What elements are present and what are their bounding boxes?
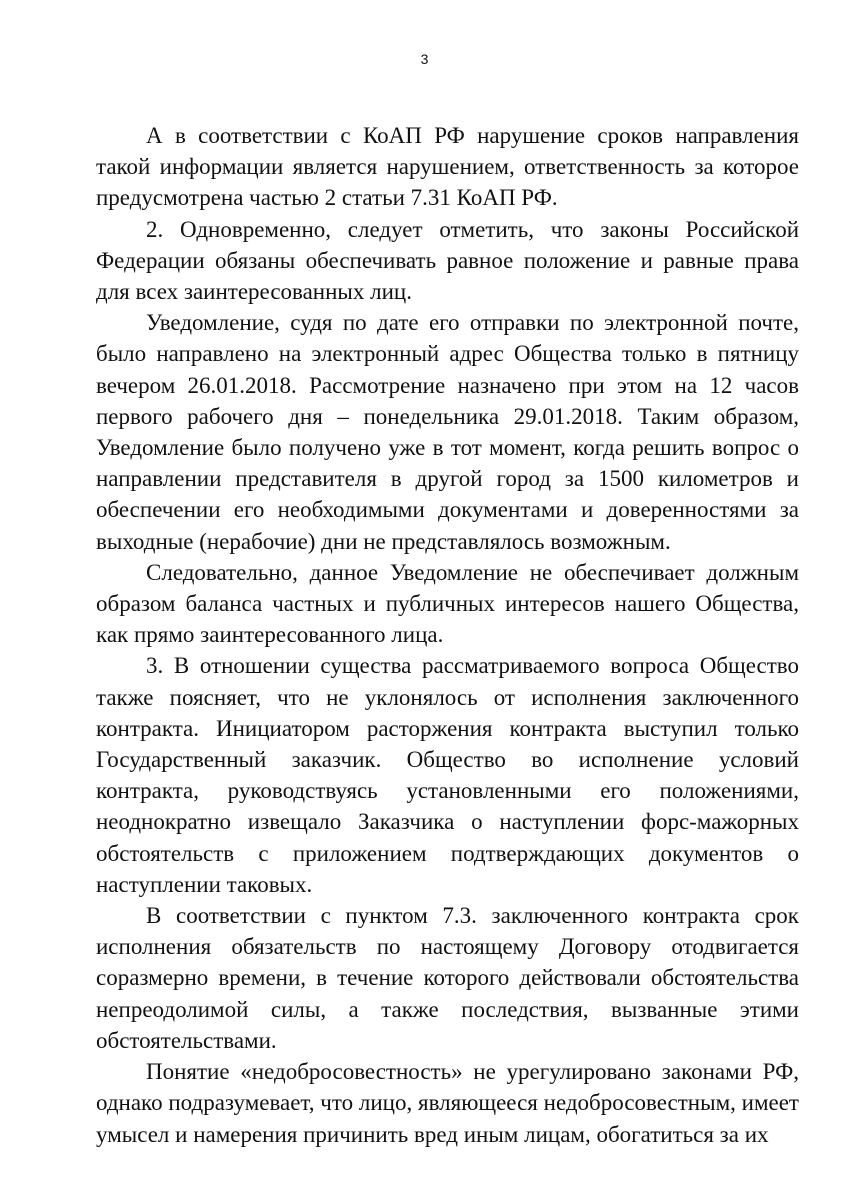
page-number: 3 [420, 51, 429, 67]
paragraph-balance-of-interests: Следовательно, данное Уведомление не обеспечивает должным образом баланса частных и публичных интересов нашего Общества, как прямо заинтересованного лица. [96, 559, 799, 648]
paragraph-bad-faith-definition: Понятие «недобросовестность» не урегулировано законами РФ, однако подразумевает, что лицо, являющееся недобросовестным, имеет умысел и намерения причинить вред иным лицам, обогатиться за их [96, 1059, 799, 1147]
document-body [96, 120, 799, 1150]
paragraph-equal-rights: 2. Одновременно, следует отметить, что законы Российской Федерации обязаны обеспечивать равное положение и равные права для всех заинтересованных лиц. [96, 216, 799, 305]
paragraph-notification-timing: Уведомление, судя по дате его отправки по электронной почте, было направлено на электронный адрес Общества только в пятницу вечером 26.01.2018. Рассмотрение назначено при этом на 12 часов первого рабочего дня – понедельника 29.01.2018. Таким образом, Уведомление было получено уже в тот момент, когда решить вопрос о направлении представителя в другой город за 1500 километров и обеспечении его необходимыми документами и доверенностями за выходные (нерабочие) дни не представлялось возможным. [96, 310, 799, 554]
paragraph-force-majeure-clause: В соответствии с пунктом 7.3. заключенного контракта срок исполнения обязательств по настоящему Договору отодвигается соразмерно времени, в течение которого действовали обстоятельства непреодолимой силы, а также последствия, вызванные этими обстоятельствами. [96, 903, 799, 1053]
paragraph-contract-execution: 3. В отношении существа рассматриваемого вопроса Общество также поясняет, что не уклонялось от исполнения заключенного контракта. Инициатором расторжения контракта выступил только Государственный заказчик. Общество во исполнение условий контракта, руководствуясь установленными его положениями, неоднократно извещало Заказчика о наступлении форс-мажорных обстоятельств с приложением подтверждающих документов о наступлении таковых. [96, 653, 799, 897]
paragraph-koap-violation: А в соответствии с КоАП РФ нарушение сроков направления такой информации является нарушением, ответственность за которое предусмотрена частью 2 статьи 7.31 КоАП РФ. [96, 123, 799, 211]
